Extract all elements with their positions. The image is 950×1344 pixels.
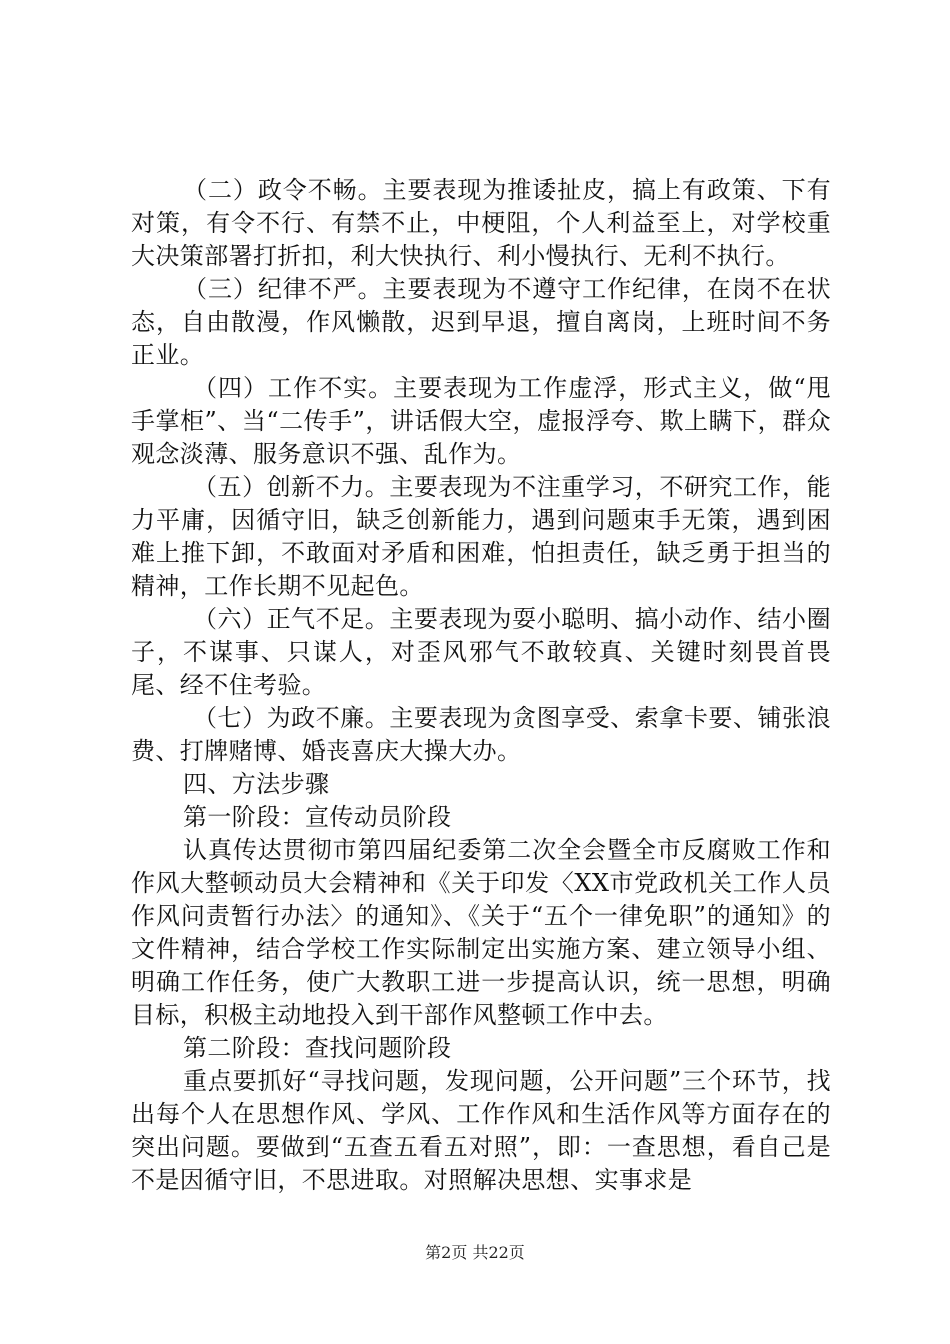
page-footer: 第2页 共22页 <box>425 1243 525 1262</box>
paragraph-item-3: （三）纪律不严。主要表现为不遵守工作纪律，在岗不在状态，自由散漫，作风懒散，迟到早退，擅自离岗，上班时间不务正业。 <box>131 275 831 369</box>
section-heading-methods: 四、方法步骤 <box>183 770 330 798</box>
paragraph-item-7: （七）为政不廉。主要表现为贪图享受、索拿卡要、铺张浪费、打牌赌博、婚丧喜庆大操大办。 <box>131 704 831 765</box>
paragraph-item-2: （二）政令不畅。主要表现为推诿扯皮，搞上有政策、下有对策，有令不行、有禁不止，中梗阻，个人利益至上，对学校重大决策部署打折扣，利大快执行、利小慢执行、无利不执行。 <box>131 176 831 270</box>
stage-heading-1: 第一阶段：宣传动员阶段 <box>183 803 452 831</box>
stage-heading-2: 第二阶段：查找问题阶段 <box>183 1034 452 1062</box>
stage-1-paragraph: 认真传达贯彻市第四届纪委第二次全会暨全市反腐败工作和作风大整顿动员大会精神和《关于印发〈XX市党政机关工作人员作风问责暂行办法〉的通知》、《关于“五个一律免职”的通知》的文件精神，结合学校工作实际制定出实施方案、建立领导小组、明确工作任务，使广大教职工进一步提高认识，统一思想，明确目标，积极主动地投入到干部作风整顿工作中去。 <box>131 836 831 1029</box>
paragraph-item-5: （五）创新不力。主要表现为不注重学习，不研究工作，能力平庸，因循守旧，缺乏创新能力，遇到问题束手无策，遇到困难上推下卸，不敢面对矛盾和困难，怕担责任，缺乏勇于担当的精神，工作长期不见起色。 <box>131 473 831 600</box>
document-body <box>131 174 831 1197</box>
stage-2-paragraph: 重点要抓好“寻找问题，发现问题，公开问题”三个环节，找出每个人在思想作风、学风、工作作风和生活作风等方面存在的突出问题。要做到“五查五看五对照”，即：一查思想，看自己是不是因循守旧，不思进取。对照解决思想、实事求是 <box>131 1067 831 1194</box>
paragraph-item-6: （六）正气不足。主要表现为耍小聪明、搞小动作、结小圈子，不谋事、只谋人，对歪风邪气不敢较真、关键时刻畏首畏尾、经不住考验。 <box>131 605 831 699</box>
paragraph-item-4: （四）工作不实。主要表现为工作虚浮，形式主义，做“甩手掌柜”、当“二传手”，讲话假大空，虚报浮夸、欺上瞒下，群众观念淡薄、服务意识不强、乱作为。 <box>131 374 831 468</box>
